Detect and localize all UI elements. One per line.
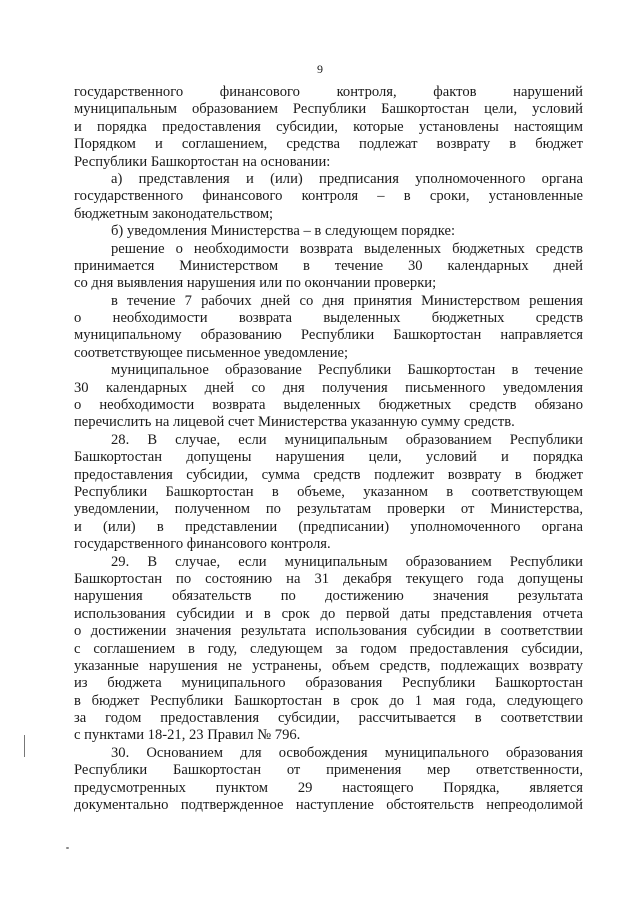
text-line: бюджетным законодательством; <box>74 205 274 222</box>
text-line: о достижении значения результата использования субсидии в соответствии <box>74 623 583 640</box>
text-line: Башкортостан допущены нарушения цели, условий и порядка <box>74 449 583 466</box>
body-text <box>74 84 583 814</box>
text-line: с пунктами 18-21, 23 Правил № 796. <box>74 727 301 744</box>
text-line: перечислить на лицевой счет Министерства указанную сумму средств. <box>74 414 515 431</box>
text-line: принимается Министерством в течение 30 календарных дней <box>74 257 583 274</box>
text-line: указанные нарушения не устранены, объем средств, подлежащих возврату <box>74 657 583 674</box>
text-line: документально подтвержденное наступление обстоятельств непреодолимой <box>74 797 583 814</box>
text-line: Республики Башкортостан в объеме, указанном в соответствующем <box>74 483 583 500</box>
scan-speck <box>66 847 69 849</box>
text-line: уведомлении, полученном по результатам проверки от Министерства, <box>74 501 583 518</box>
text-line: за годом предоставления субсидии, рассчитывается в соответствии <box>74 710 583 727</box>
text-line: государственного финансового контроля. <box>74 536 331 553</box>
text-line: с соглашением в году, следующем за годом предоставления субсидии, <box>74 640 583 657</box>
text-line: муниципальному образованию Республики Башкортостан направляется <box>74 327 583 344</box>
text-line: государственного финансового контроля – в сроки, установленные <box>74 188 583 205</box>
text-line: муниципальное образование Республики Башкортостан в течение <box>111 362 583 379</box>
text-line: предусмотренных пунктом 29 настоящего Порядка, является <box>74 779 583 796</box>
text-line: Республики Башкортостан на основании: <box>74 153 331 170</box>
text-line: Порядком и соглашением, средства подлежат возврату в бюджет <box>74 136 583 153</box>
text-line: решение о необходимости возврата выделенных бюджетных средств <box>111 240 583 257</box>
text-line: 29. В случае, если муниципальным образованием Республики <box>111 553 583 570</box>
text-line: государственного финансового контроля, фактов нарушений <box>74 84 583 100</box>
text-line: предоставления субсидии, сумма средств подлежит возврату в бюджет <box>74 466 583 483</box>
text-line: а) представления и (или) предписания уполномоченного органа <box>111 170 583 187</box>
text-line: Республики Башкортостан от применения мер ответственности, <box>74 762 583 779</box>
text-line: в течение 7 рабочих дней со дня принятия Министерством решения <box>111 292 583 309</box>
text-line: и (или) в представлении (предписании) уполномоченного органа <box>74 518 583 535</box>
text-line: б) уведомления Министерства – в следующем порядке: <box>111 223 456 240</box>
page-number: 9 <box>317 62 323 76</box>
text-line: и порядка предоставления субсидии, которые установлены настоящим <box>74 118 583 135</box>
margin-mark <box>24 735 25 757</box>
text-line: 30. Основанием для освобождения муниципального образования <box>111 744 583 761</box>
text-line: нарушения обязательств по достижению значения результата <box>74 588 583 605</box>
text-line: со дня выявления нарушения или по окончании проверки; <box>74 275 437 292</box>
text-line: использования субсидии и в срок до первой даты представления отчета <box>74 605 583 622</box>
text-line: Башкортостан по состоянию на 31 декабря текущего года допущены <box>74 570 583 587</box>
text-line: муниципальным образованием Республики Башкортостан цели, условий <box>74 101 583 118</box>
text-line: 28. В случае, если муниципальным образованием Республики <box>111 431 583 448</box>
text-line: соответствующее письменное уведомление; <box>74 344 349 361</box>
text-line: в бюджет Республики Башкортостан в срок до 1 мая года, следующего <box>74 692 583 709</box>
text-line: о необходимости возврата выделенных бюджетных средств обязано <box>74 397 583 414</box>
text-line: о необходимости возврата выделенных бюджетных средств <box>74 310 583 327</box>
text-line: из бюджета муниципального образования Республики Башкортостан <box>74 675 583 692</box>
text-line: 30 календарных дней со дня получения письменного уведомления <box>74 379 583 396</box>
